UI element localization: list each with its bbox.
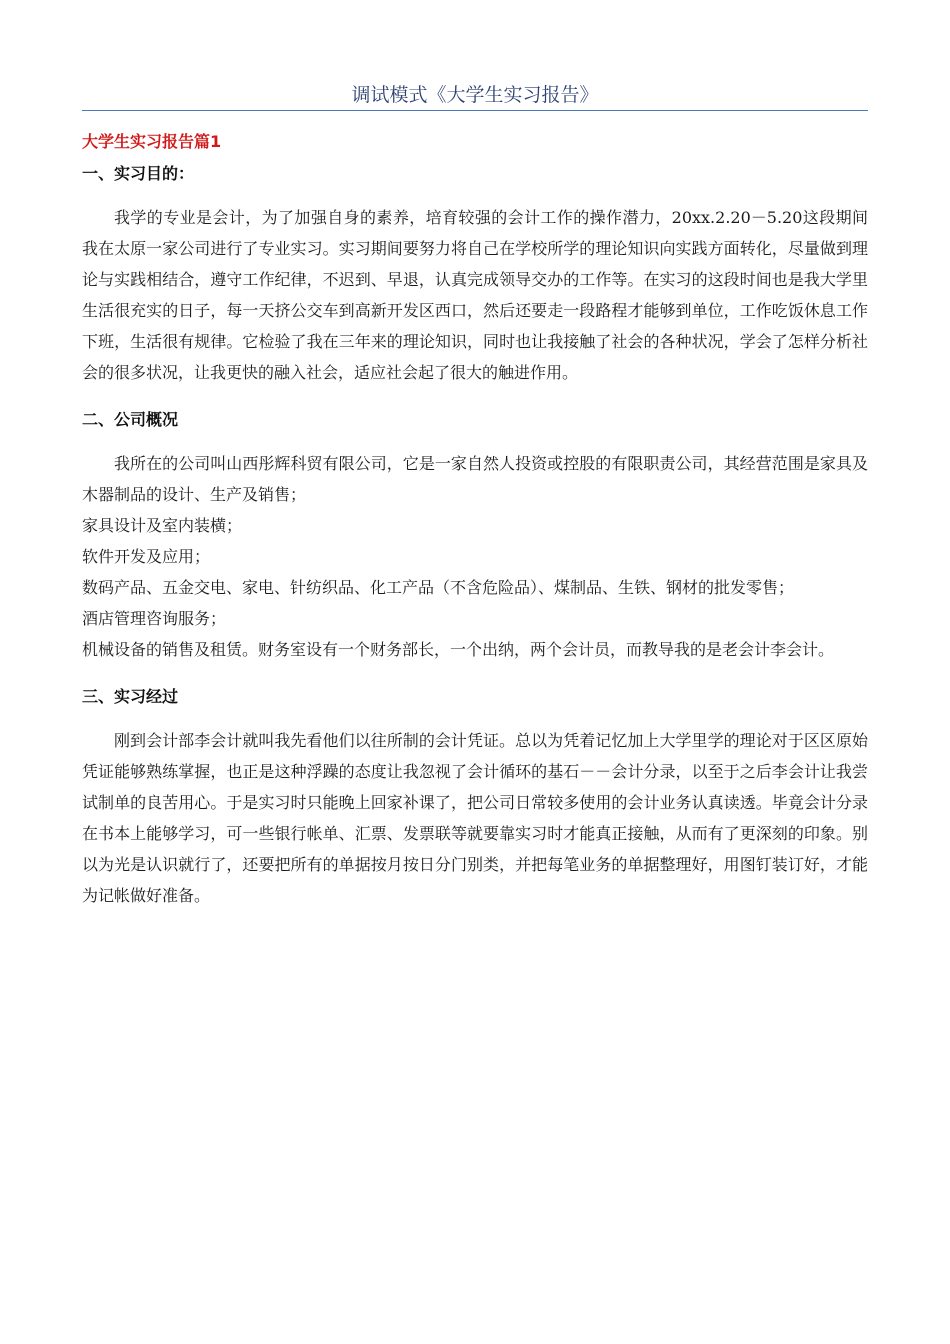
company-scope-line: 机械设备的销售及租赁。财务室设有一个财务部长，一个出纳，两个会计员，而教导我的是老会计李会计。	[82, 640, 835, 659]
company-paragraph: 我所在的公司叫山西彤辉科贸有限公司，它是一家自然人投资或控股的有限职责公司，其经营范围是家具及木器制品的设计、生产及销售；	[82, 454, 868, 504]
section-heading-objective: 一、实习目的：	[82, 164, 195, 183]
header-divider	[82, 110, 868, 111]
company-scope-line: 酒店管理咨询服务；	[82, 609, 227, 628]
running-header-title: 调试模式《大学生实习报告》	[351, 84, 599, 106]
section-heading-process: 三、实习经过	[82, 687, 179, 706]
company-scope-line: 软件开发及应用；	[82, 547, 211, 566]
company-scope-line: 家具设计及室内装横；	[82, 516, 243, 535]
document-body	[82, 128, 868, 911]
process-paragraph: 刚到会计部李会计就叫我先看他们以往所制的会计凭证。总以为凭着记忆加上大学里学的理论对于区区原始凭证能够熟练掌握，也正是这种浮躁的态度让我忽视了会计循环的基石－－会计分录，以至于之后李会计让我尝试制单的良苦用心。于是实习时只能晚上回家补课了，把公司日常较多使用的会计业务认真读透。毕竟会计分录在书本上能够学习，可一些银行帐单、汇票、发票联等就要靠实习时才能真正接触，从而有了更深刻的印象。别以为光是认识就行了，还要把所有的单据按月按日分门别类，并把每笔业务的单据整理好，用图钉装订好，才能为记帐做好准备。	[82, 731, 868, 905]
objective-paragraph: 我学的专业是会计，为了加强自身的素养，培育较强的会计工作的操作潜力，20xx.2.20－5.20这段期间我在太原一家公司进行了专业实习。实习期间要努力将自己在学校所学的理论知识向实践方面转化，尽量做到理论与实践相结合，遵守工作纪律，不迟到、早退，认真完成领导交办的工作等。在实习的这段时间也是我大学里生活很充实的日子，每一天挤公交车到高新开发区西口，然后还要走一段路程才能够到单位，工作吃饭休息工作下班，生活很有规律。它检验了我在三年来的理论知识，同时也让我接触了社会的各种状况，学会了怎样分析社会的很多状况，让我更快的融入社会，适应社会起了很大的触进作用。	[82, 208, 868, 382]
section-heading-company: 二、公司概况	[82, 410, 179, 429]
company-scope-line: 数码产品、五金交电、家电、针纺织品、化工产品（不含危险品）、煤制品、生铁、钢材的批发零售；	[82, 578, 795, 597]
article-title: 大学生实习报告篇1	[82, 132, 222, 151]
